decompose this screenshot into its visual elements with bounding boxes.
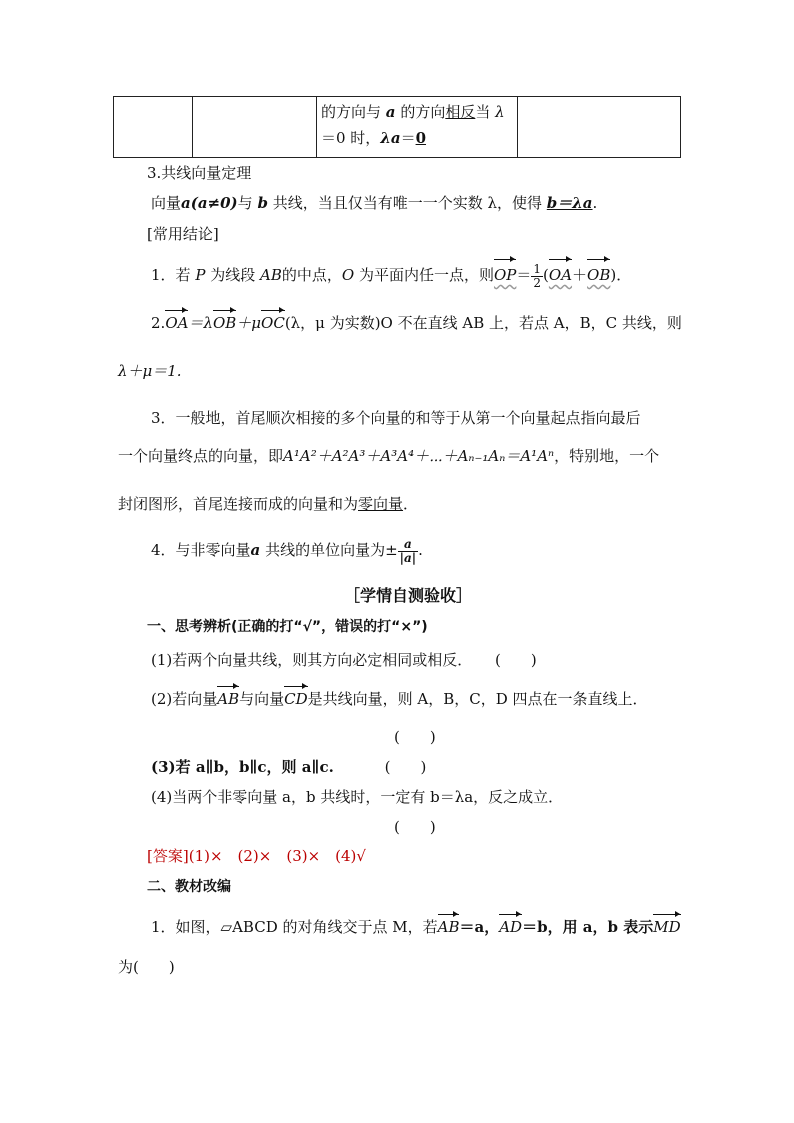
text: a <box>250 541 261 559</box>
answer-line <box>147 846 366 866</box>
numerator: a <box>398 538 419 552</box>
vector-AB: AB <box>437 918 460 936</box>
text: 共线，当且仅当有唯一一个实数 λ，使得 <box>272 194 543 212</box>
text: ( <box>543 266 549 284</box>
vector-OB: OB <box>212 314 237 332</box>
text: ． <box>403 495 419 513</box>
text: ＋ <box>572 266 588 284</box>
vector-OB: OB <box>587 262 610 288</box>
theorem-text <box>151 193 597 213</box>
text: O <box>341 266 355 284</box>
text: P <box>195 266 206 284</box>
cell-underlined-text: 相反 <box>445 103 476 121</box>
underlined-text: b＝λa <box>546 194 593 212</box>
text: ，特别地，一个 <box>554 447 660 465</box>
table-row <box>114 97 681 158</box>
question-1 <box>151 650 537 670</box>
table-cell-3 <box>317 97 518 158</box>
text: 的中点， <box>281 266 342 284</box>
answer-blank: ( ) <box>384 758 427 776</box>
vector-OA: OA <box>549 262 572 288</box>
text: 与向量 <box>239 690 285 708</box>
conclusions-label: [常用结论] <box>147 225 219 243</box>
problem-1-line2: 为( ) <box>118 958 175 976</box>
text: ＝a， <box>459 918 500 936</box>
cell-underlined-text: 0 <box>415 129 427 147</box>
problem-1 <box>151 917 681 937</box>
text: 为线段 <box>210 266 256 284</box>
conclusion-2 <box>151 313 682 333</box>
question-2 <box>151 689 648 709</box>
text: 是共线向量，则 A，B，C，D 四点在一条直线上． <box>307 690 648 708</box>
text: (2)若向量 <box>151 690 218 708</box>
text: ＋μ <box>236 314 262 332</box>
text: 封闭图形，首尾连接而成的向量和为 <box>118 495 359 513</box>
numerator: 1 <box>533 261 542 276</box>
table-cell-2 <box>193 97 317 158</box>
text: a(a≠0) <box>181 194 238 212</box>
question-4: (4)当两个非零向量 a，b 共线时，一定有 b＝λa，反之成立． <box>151 788 564 806</box>
text: (3)若 a∥b，b∥c，则 a∥c. <box>151 758 334 776</box>
cell-text: 的方向 <box>400 103 446 121</box>
text: . <box>592 194 598 212</box>
text: 共线的单位向量为± <box>265 541 398 559</box>
section-banner: ［ 学情自测验收 ］ <box>344 583 472 606</box>
conclusion-4 <box>151 530 423 570</box>
cell-text: a <box>385 103 396 121</box>
fraction-unit-vector <box>398 538 419 565</box>
text: 一个向量终点的向量，即 <box>118 447 284 465</box>
text: 1．如图，▱ABCD 的对角线交于点 M，若 <box>151 918 438 936</box>
text: ＝λ <box>188 314 213 332</box>
theorem-heading: 3.共线向量定理 <box>147 164 252 182</box>
text: b <box>257 194 268 212</box>
vector-OP: OP <box>494 262 516 288</box>
vector-sum-expression: A¹A²＋A²A³＋A³A⁴＋⋯＋Aₙ₋₁Aₙ＝A¹Aⁿ <box>283 447 555 465</box>
table-cell-1 <box>114 97 193 158</box>
text: 为平面内任一点，则 <box>358 266 494 284</box>
cell-text: 当 <box>475 103 491 121</box>
cell-text: ＝0 时， <box>321 129 381 147</box>
text: 4．与非零向量 <box>151 541 251 559</box>
text: 1．若 <box>151 266 191 284</box>
vector-OC: OC <box>261 314 285 332</box>
question-2-blank: ( ) <box>394 728 436 746</box>
cell-text: λa <box>380 129 401 147</box>
text: (λ，μ 为实数)O 不在直线 AB 上，若点 A，B，C 共线，则 <box>284 314 682 332</box>
text: 与 <box>237 194 253 212</box>
cell-text: λ <box>495 103 505 121</box>
conclusion-3-line2 <box>118 446 659 466</box>
cell-text: 的方向与 <box>321 103 382 121</box>
table-cell-4 <box>518 97 681 158</box>
question-4-blank: ( ) <box>394 818 436 836</box>
cell-text: ＝ <box>400 129 416 147</box>
part1-title: 一、思考辨析(正确的打“√”，错误的打“×”) <box>147 619 428 635</box>
part2-title: 二、教材改编 <box>147 879 231 895</box>
text: . <box>418 541 423 559</box>
answer-label: [答案] <box>147 847 189 865</box>
text: ＝b，用 a，b 表示 <box>522 918 654 936</box>
conclusion-1 <box>151 262 631 290</box>
property-table <box>113 96 681 158</box>
vector-CD: CD <box>284 690 308 708</box>
conclusion-3-line3 <box>118 494 418 514</box>
vector-AB: AB <box>217 690 240 708</box>
underlined-text: 零向量 <box>358 495 404 513</box>
vector-MD: MD <box>653 918 681 936</box>
text: 2. <box>151 314 166 332</box>
conclusion-3-line1: 3．一般地，首尾顺次相接的多个向量的和等于从第一个向量起点指向最后 <box>151 409 641 427</box>
text: )． <box>610 266 632 284</box>
text: AB <box>260 266 282 284</box>
fraction-half <box>531 263 543 290</box>
conclusion-2-line2: λ＋μ＝1. <box>118 362 182 380</box>
text: (1)若两个向量共线，则其方向必定相同或相反． <box>151 651 473 669</box>
answer-blank: ( ) <box>495 651 537 669</box>
denominator: |a| <box>399 550 417 565</box>
answer-text: (1)× (2)× (3)× (4)√ <box>188 847 366 865</box>
text: ＝ <box>516 266 532 284</box>
vector-OA: OA <box>165 314 189 332</box>
vector-AD: AD <box>499 918 523 936</box>
question-3 <box>151 757 426 777</box>
text: 向量 <box>151 194 182 212</box>
denominator: 2 <box>533 275 542 290</box>
